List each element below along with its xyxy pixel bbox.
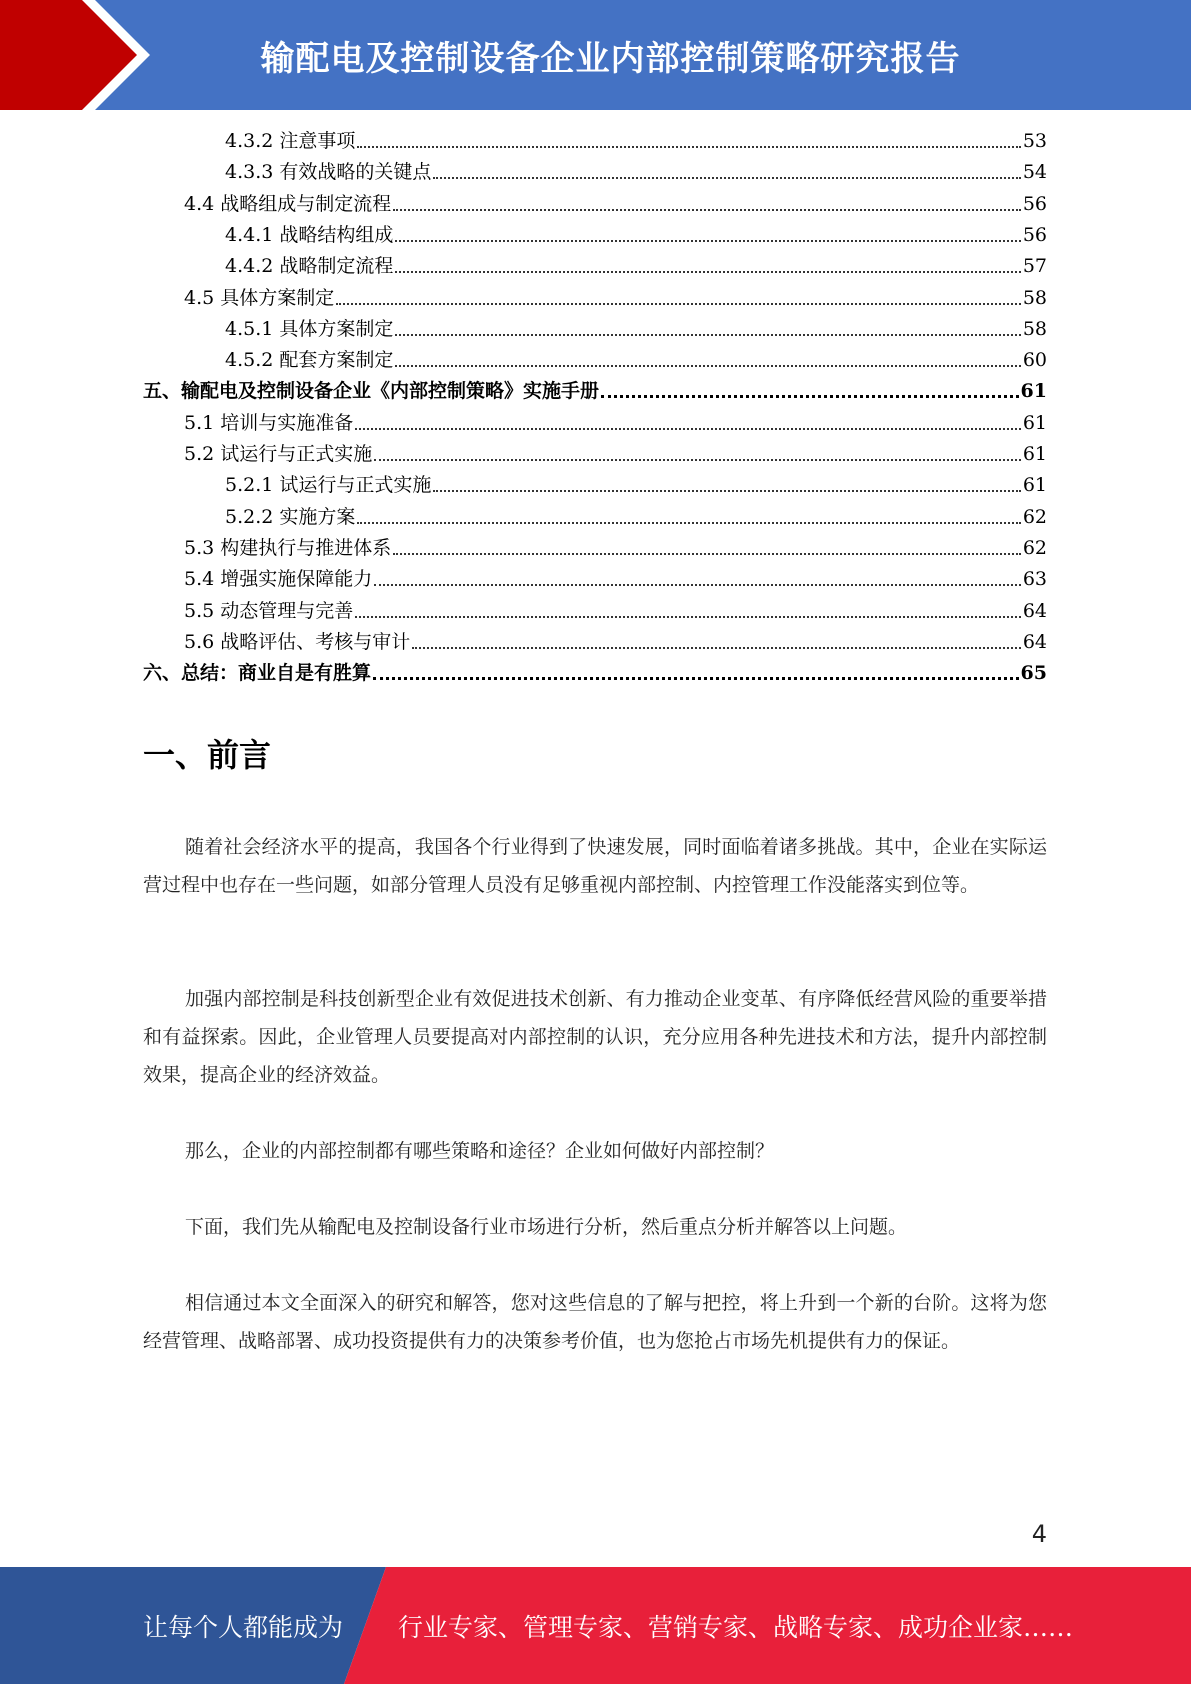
toc-entry-title: 5.3 构建执行与推进体系 [184, 536, 392, 559]
toc-leader-dots [357, 521, 1020, 524]
toc-entry-title: 5.4 增强实施保障能力 [184, 568, 373, 591]
toc-leader-dots [395, 364, 1020, 367]
toc-entry-title: 5.1 培训与实施准备 [184, 411, 354, 434]
toc-leader-dots [393, 208, 1021, 211]
toc-leader-dots [373, 676, 1019, 680]
toc-entry[interactable] [225, 470, 1047, 501]
toc-entry-page: 58 [1022, 286, 1047, 309]
toc-entry-title: 5.6 战略评估、考核与审计 [184, 630, 411, 653]
toc-leader-dots [412, 646, 1021, 649]
toc-entry-page: 61 [1022, 474, 1047, 497]
toc-entry-page: 57 [1022, 255, 1047, 278]
toc-entry-page: 64 [1022, 630, 1047, 653]
toc-entry[interactable] [184, 283, 1047, 314]
toc-leader-dots [395, 270, 1020, 273]
toc-entry-page: 62 [1022, 536, 1047, 559]
toc-entry-page: 60 [1022, 349, 1047, 372]
paragraph-4: 下面，我们先从输配电及控制设备行业市场进行分析，然后重点分析并解答以上问题。 [185, 1216, 908, 1238]
toc-entry[interactable] [225, 126, 1047, 157]
toc-entry[interactable] [184, 627, 1047, 658]
toc-entry-title: 4.4.1 战略结构组成 [225, 223, 394, 246]
toc-leader-dots [433, 489, 1020, 492]
toc-leader-dots [433, 176, 1020, 179]
toc-entry-page: 61 [1022, 411, 1047, 434]
toc-entry[interactable] [184, 533, 1047, 564]
toc-leader-dots [336, 302, 1021, 305]
report-title: 输配电及控制设备企业内部控制策略研究报告 [260, 38, 961, 79]
red-arrow-icon [0, 0, 160, 110]
toc-entry-title: 4.5 具体方案制定 [184, 286, 335, 309]
footer-slogan-right: 行业专家、管理专家、营销专家、战略专家、成功企业家…… [398, 1612, 1074, 1642]
toc-entry[interactable] [143, 658, 1047, 689]
section-heading: 一、前言 [143, 736, 272, 774]
toc-entry-title: 5.2.2 实施方案 [225, 505, 356, 528]
toc-leader-dots [393, 552, 1021, 555]
toc-entry-title: 4.4.2 战略制定流程 [225, 255, 394, 278]
toc-entry[interactable] [225, 251, 1047, 282]
paragraph-3: 那么，企业的内部控制都有哪些策略和途径？企业如何做好内部控制？ [185, 1140, 775, 1162]
toc-entry-page: 54 [1022, 161, 1047, 184]
toc-leader-dots [357, 145, 1020, 148]
paragraph-1: 随着社会经济水平的提高，我国各个行业得到了快速发展，同时面临着诸多挑战。其中，企业在实际运营过程中也存在一些问题，如部分管理人员没有足够重视内部控制、内控管理工作没能落实到位等。 [143, 836, 1047, 896]
footer-slogan-left: 让每个人都能成为 [143, 1612, 344, 1642]
header-bar [0, 0, 1191, 110]
toc-entry-title: 六、总结：商业自是有胜算 [143, 662, 372, 685]
toc-leader-dots [601, 394, 1019, 398]
toc-entry-title: 4.3.2 注意事项 [225, 130, 356, 152]
toc-leader-dots [355, 427, 1021, 430]
toc-entry[interactable] [184, 439, 1047, 470]
toc-entry[interactable] [184, 596, 1047, 627]
toc-entry-page: 61 [1022, 443, 1047, 465]
toc-entry-page: 56 [1022, 223, 1047, 246]
toc-leader-dots [374, 583, 1021, 586]
toc-entry[interactable] [184, 189, 1047, 220]
toc-entry-page: 56 [1022, 192, 1047, 215]
toc-entry[interactable] [184, 408, 1047, 439]
toc-entry-page: 58 [1022, 317, 1047, 340]
footer-banner [0, 1567, 1191, 1684]
toc-entry-title: 五、输配电及控制设备企业《内部控制策略》实施手册 [143, 380, 600, 403]
toc-entry[interactable] [225, 314, 1047, 345]
toc-entry-title: 5.5 动态管理与完善 [184, 599, 354, 622]
toc-entry-title: 5.2 试运行与正式实施 [184, 443, 373, 465]
toc-entry-title: 4.5.1 具体方案制定 [225, 317, 394, 340]
toc-entry-page: 62 [1022, 505, 1047, 528]
toc-entry[interactable] [225, 345, 1047, 376]
toc-entry[interactable] [143, 376, 1047, 407]
toc-entry-title: 5.2.1 试运行与正式实施 [225, 474, 432, 497]
toc-entry[interactable] [225, 502, 1047, 533]
toc-entry-page: 53 [1022, 130, 1047, 152]
page-number: 4 [1031, 1520, 1047, 1548]
toc-entry-page: 64 [1022, 599, 1047, 622]
toc-entry[interactable] [184, 564, 1047, 595]
toc-leader-dots [355, 615, 1021, 618]
toc-entry-title: 4.5.2 配套方案制定 [225, 349, 394, 372]
toc-entry-page: 61 [1020, 380, 1047, 403]
toc-leader-dots [395, 239, 1020, 242]
toc-entry-page: 65 [1020, 662, 1047, 685]
toc-leader-dots [395, 333, 1020, 336]
toc-entry-title: 4.4 战略组成与制定流程 [184, 192, 392, 215]
toc-entry[interactable] [225, 157, 1047, 188]
toc-leader-dots [374, 458, 1021, 461]
toc-entry-title: 4.3.3 有效战略的关键点 [225, 161, 432, 184]
toc-entry-page: 63 [1022, 568, 1047, 591]
paragraph-2: 加强内部控制是科技创新型企业有效促进技术创新、有力推动企业变革、有序降低经营风险的重要举措和有益探索。因此，企业管理人员要提高对内部控制的认识，充分应用各种先进技术和方法，提升内部控制效果，提高企业的经济效益。 [143, 988, 1047, 1086]
paragraph-5: 相信通过本文全面深入的研究和解答，您对这些信息的了解与把控，将上升到一个新的台阶。这将为您经营管理、战略部署、成功投资提供有力的决策参考价值，也为您抢占市场先机提供有力的保证。 [143, 1292, 1047, 1352]
toc-entry[interactable] [225, 220, 1047, 251]
